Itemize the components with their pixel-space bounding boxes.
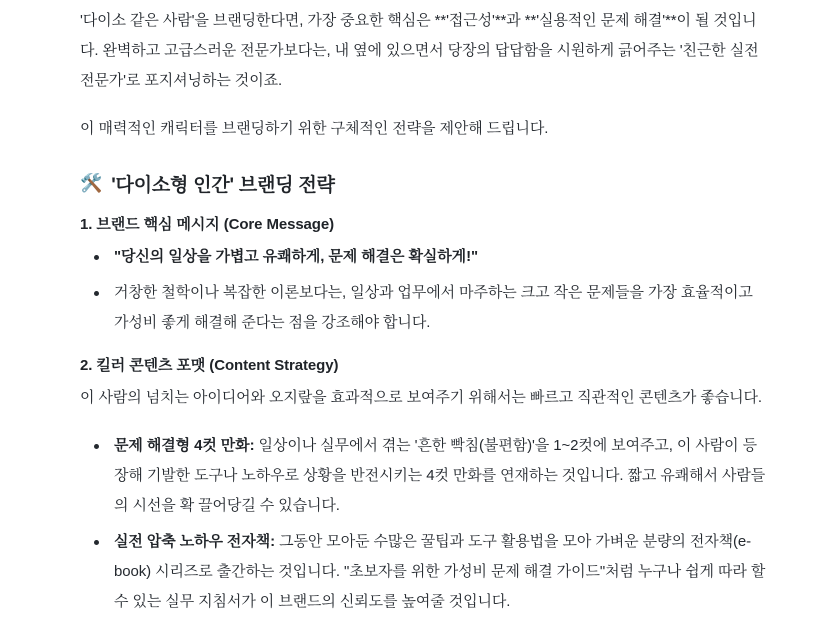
bullet-list-1 bbox=[80, 242, 771, 338]
bullet-body-text: 그동안 모아둔 수많은 꿀팁과 도구 활용법을 모아 가벼운 분량의 전자책(e-book) 시리즈로 출간하는 것입니다. "초보자를 위한 가성비 문제 해결 가이드"처럼 누구나 쉽게 따라 할 수 있는 실무 지침서가 이 브랜드의 신뢰도를 높여줄 것입니다. bbox=[114, 533, 766, 610]
list-item bbox=[80, 527, 771, 617]
subsection-2-intro: 이 사람의 넘치는 아이디어와 오지랖을 효과적으로 보여주기 위해서는 빠르고 직관적인 콘텐츠가 좋습니다. bbox=[80, 389, 762, 406]
tools-icon: 🛠️ bbox=[80, 173, 103, 193]
bullet-body-text: 거창한 철학이나 복잡한 이론보다는, 일상과 업무에서 마주하는 크고 작은 문제들을 가장 효율적이고 가성비 좋게 해결해 준다는 점을 강조해야 합니다. bbox=[114, 284, 753, 331]
list-item bbox=[80, 242, 771, 272]
list-item bbox=[80, 278, 771, 338]
bullet-lead-text: 실전 압축 노하우 전자책: bbox=[114, 533, 275, 550]
intro-paragraph-1: '다이소 같은 사람'을 브랜딩한다면, 가장 중요한 핵심은 **'접근성'**과 **'실용적인 문제 해결'**이 될 것입니다. 완벽하고 고급스러운 전문가보다는, 내 옆에 있으면서 당장의 답답함을 시원하게 긁어주는 '친근한 실전 전문가'로 포지셔닝하는 것이죠. bbox=[80, 12, 759, 89]
list-item bbox=[80, 431, 771, 521]
bullet-body-text: 일상이나 실무에서 겪는 '흔한 빡침(불편함)'을 1~2컷에 보여주고, 이 사람이 등장해 기발한 도구나 노하우로 상황을 반전시키는 4컷 만화를 연재하는 것입니다. 짧고 유쾌해서 사람들의 시선을 확 끌어당길 수 있습니다. bbox=[114, 437, 766, 514]
bullet-list-2 bbox=[80, 431, 771, 617]
bullet-lead-text: "당신의 일상을 가볍고 유쾌하게, 문제 해결은 확실하게!" bbox=[114, 248, 478, 265]
subsection-title-2: 2. 킬러 콘텐츠 포맷 (Content Strategy) bbox=[80, 357, 339, 374]
section-heading-text: '다이소형 인간' 브랜딩 전략 bbox=[111, 175, 335, 196]
intro-paragraph-2: 이 매력적인 캐릭터를 브랜딩하기 위한 구체적인 전략을 제안해 드립니다. bbox=[80, 120, 549, 137]
subsection-title-1: 1. 브랜드 핵심 메시지 (Core Message) bbox=[80, 216, 335, 233]
section-heading bbox=[80, 170, 771, 197]
bullet-lead-text: 문제 해결형 4컷 만화: bbox=[114, 437, 255, 454]
